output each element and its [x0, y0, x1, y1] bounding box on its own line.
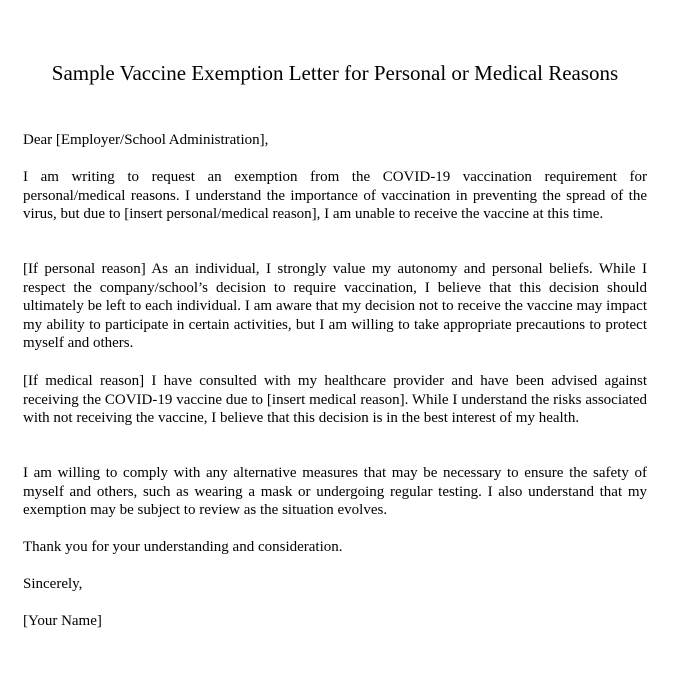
paragraph-medical-reason: [If medical reason] I have consulted with my healthcare provider and have been advised against receiving the COVID-19 vaccine due to [insert medical reason]. While I understand the risks associated with not receiving the vaccine, I believe that this decision is in the best interest of my health.: [23, 373, 647, 426]
paragraph-personal-reason: [If personal reason] As an individual, I strongly value my autonomy and personal beliefs. While I respect the company/school’s decision to require vaccination, I believe that this decision should ultimately be left to each individual. I am aware that my decision not to receive the vaccine may impact my ability to participate in certain activities, but I am willing to take appropriate precautions to protect myself and others.: [23, 261, 647, 351]
paragraph-alternative-measures: I am willing to comply with any alternative measures that may be necessary to ensure the safety of myself and others, such as wearing a mask or undergoing regular testing. I also understand that my exemption may be subject to review as the situation evolves.: [23, 465, 647, 518]
paragraph-thanks: Thank you for your understanding and consideration.: [23, 539, 343, 555]
letter-salutation: Dear [Employer/School Administration],: [23, 132, 269, 148]
letter-closing: Sincerely,: [23, 576, 83, 592]
letter-title: Sample Vaccine Exemption Letter for Personal or Medical Reasons: [51, 61, 619, 85]
letter-signature: [Your Name]: [23, 613, 102, 629]
paragraph-request: I am writing to request an exemption from the COVID-19 vaccination requirement for personal/medical reasons. I understand the importance of vaccination in preventing the spread of the virus, but due to [insert personal/medical reason], I am unable to receive the vaccine at this time.: [23, 169, 647, 222]
